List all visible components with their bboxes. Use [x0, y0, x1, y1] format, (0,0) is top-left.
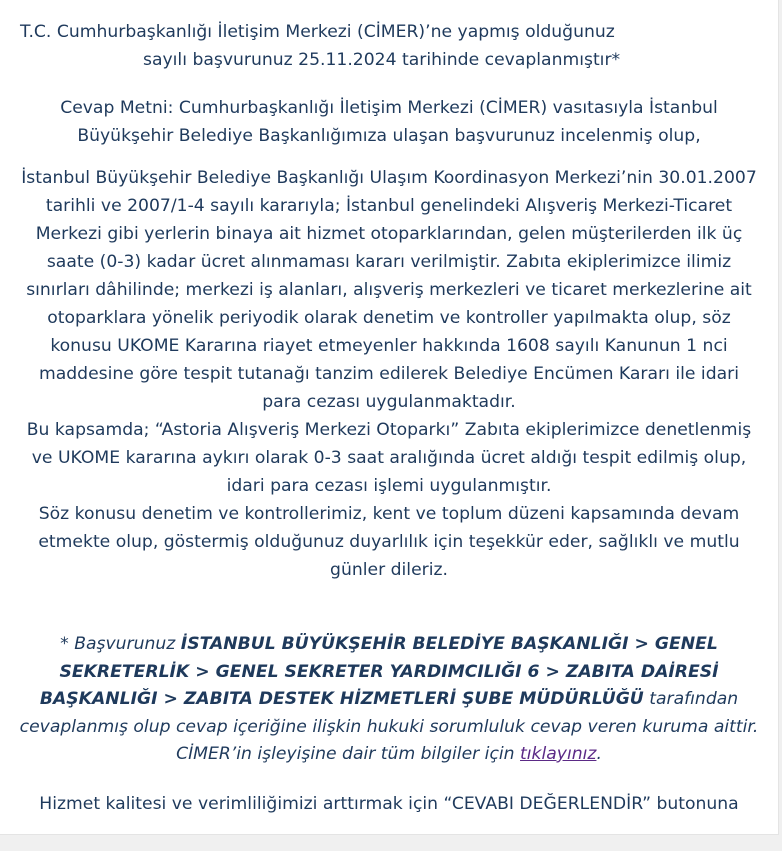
cimer-info-link[interactable]: tıklayınız	[520, 744, 597, 764]
body-line: idari para cezası işlemi uygulanmıştır.	[226, 476, 552, 496]
response-body	[0, 164, 778, 584]
body-line: günler dileriz.	[330, 560, 448, 580]
footnote-prefix: * Başvurunuz	[60, 634, 181, 654]
intro-line: Cevap Metni: Cumhurbaşkanlığı İletişim Merkezi (CİMER) vasıtasıyla İstanbul	[60, 98, 718, 118]
body-line: Bu kapsamda; “Astoria Alışveriş Merkezi Otoparkı” Zabıta ekiplerimizce denetlenmiş	[26, 420, 752, 440]
body-line: ve UKOME kararına aykırı olarak 0-3 saat aralığında ücret aldığı tespit edilmiş olup,	[31, 448, 747, 468]
footnote-line	[0, 631, 778, 659]
footnote-after-org: tarafından	[643, 689, 739, 709]
responding-organization: SEKRETERLİK > GENEL SEKRETER YARDIMCILIĞI 6 > ZABITA DAİRESİ	[59, 661, 719, 682]
footnote-info-text: CİMER’in işleyişine dair tüm bilgiler için	[176, 744, 521, 764]
body-line: saate (0-3) kadar ücret alınmaması kararı verilmiştir. Zabıta ekiplerimizce ilimiz	[46, 252, 732, 272]
body-line: maddesine göre tespit tutanağı tanzim edilerek Belediye Encümen Kararı ile idari	[38, 364, 739, 384]
response-header	[0, 0, 778, 74]
footnote-line	[0, 741, 778, 769]
footnote	[0, 631, 778, 769]
responding-organization: BAŞKANLIĞI > ZABITA DESTEK HİZMETLERİ ŞUBE MÜDÜRLÜĞÜ	[39, 689, 644, 709]
header-line: sayılı başvurunuz 25.11.2024 tarihinde cevaplanmıştır*	[143, 50, 621, 70]
body-line: Söz konusu denetim ve kontrollerimiz, kent ve toplum düzeni kapsamında devam	[38, 504, 740, 524]
responding-organization: İSTANBUL BÜYÜKŞEHİR BELEDİYE BAŞKANLIĞI > GENEL	[180, 634, 718, 654]
body-line: sınırları dâhilinde; merkezi iş alanları, alışveriş merkezleri ve ticaret merkezlerine ait	[26, 280, 752, 300]
intro-paragraph	[0, 94, 778, 150]
body-line: para cezası uygulanmaktadır.	[262, 392, 516, 412]
body-line: tarihli ve 2007/1-4 sayılı kararıyla; İstanbul genelindeki Alışveriş Merkezi-Ticaret	[45, 196, 733, 216]
footnote-line: cevaplanmış olup cevap içeriğine ilişkin hukuki sorumluluk cevap veren kuruma aittir.	[19, 716, 759, 737]
footnote-suffix: .	[596, 744, 602, 764]
body-line: etmekte olup, göstermiş olduğunuz duyarlılık için teşekkür eder, sağlıklı ve mutlu	[38, 532, 740, 552]
body-line: otoparklara yönelik periyodik olarak denetim ve kontroller yapılmakta olup, söz	[47, 308, 731, 328]
footnote-line	[0, 686, 778, 714]
rating-line: Hizmet kalitesi ve verimliliğimizi arttırmak için “CEVABI DEĞERLENDİR” butonuna	[39, 793, 739, 814]
body-line: konusu UKOME Kararına riayet etmeyenler hakkında 1608 sayılı Kanunun 1 nci	[50, 336, 728, 356]
rating-prompt	[0, 790, 778, 818]
intro-line: Büyükşehir Belediye Başkanlığımıza ulaşan başvurunuz incelenmiş olup,	[77, 126, 701, 146]
body-line: İstanbul Büyükşehir Belediye Başkanlığı Ulaşım Koordinasyon Merkezi’nin 30.01.2007	[21, 168, 757, 188]
header-line: T.C. Cumhurbaşkanlığı İletişim Merkezi (CİMER)’ne yapmış olduğunuz	[20, 22, 615, 42]
body-line: Merkezi gibi yerlerin binaya ait hizmet otoparklarından, gelen müşterilerden ilk üç	[35, 224, 743, 244]
